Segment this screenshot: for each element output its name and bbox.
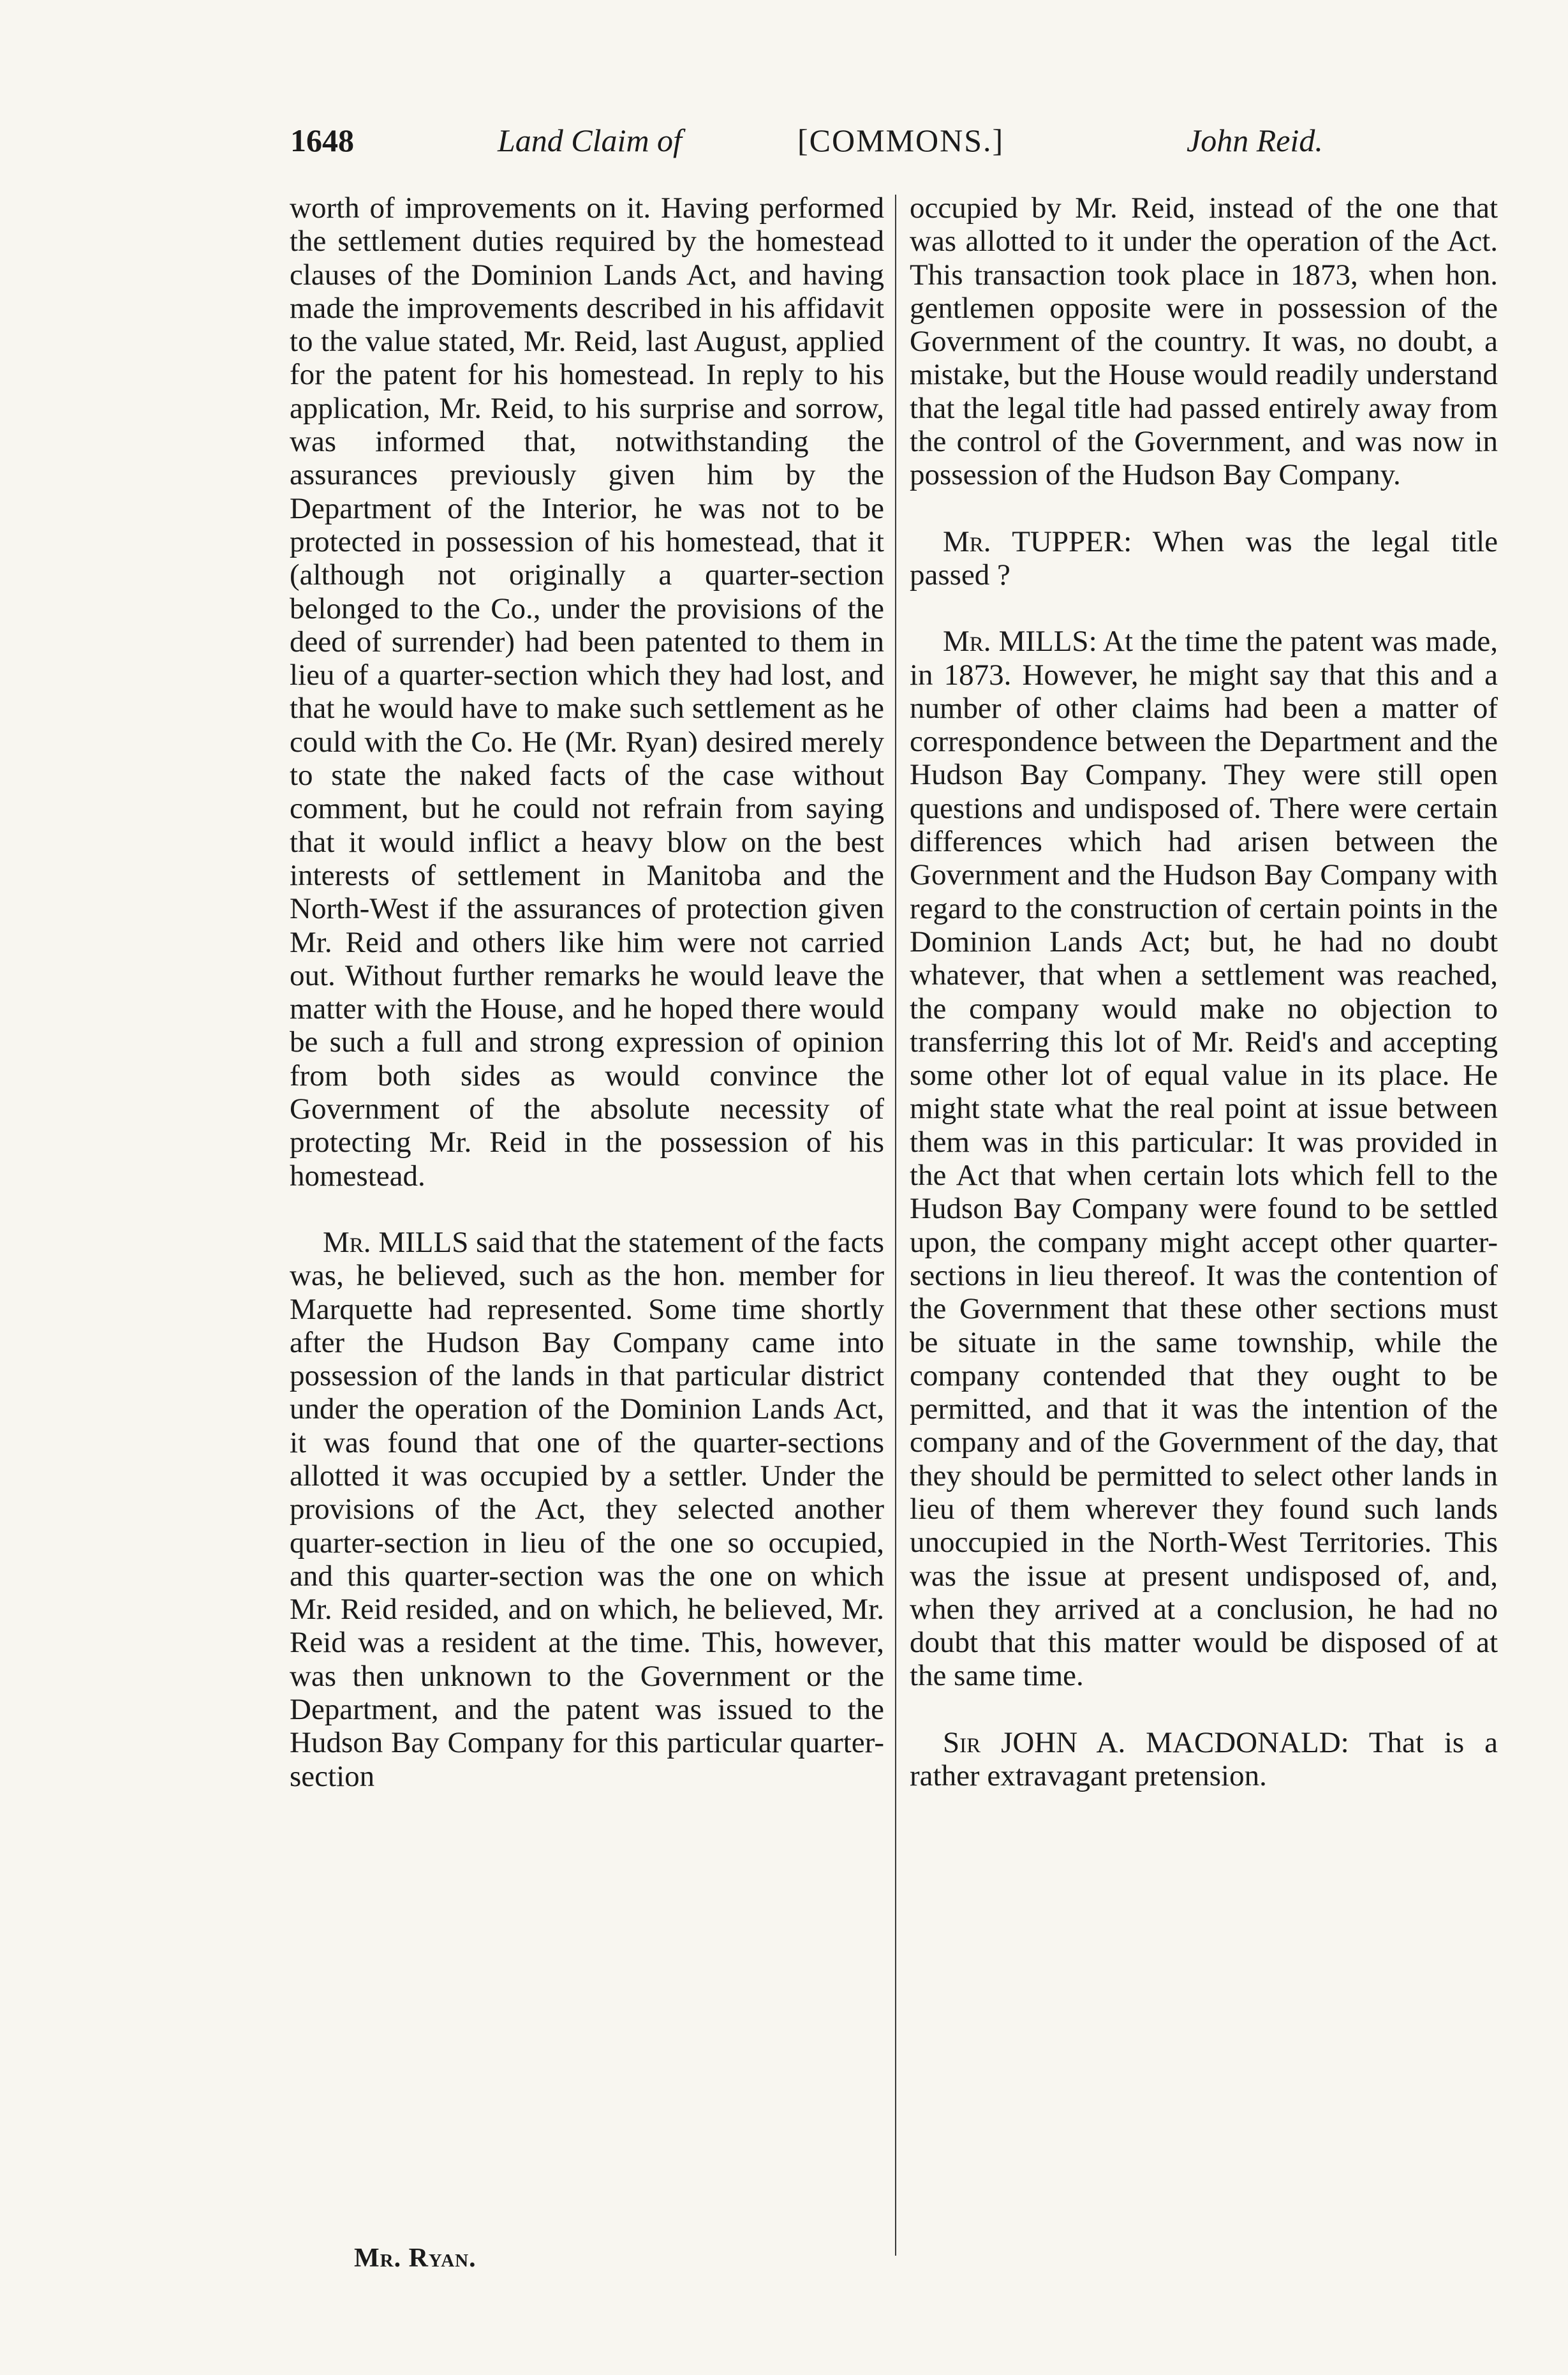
column-divider xyxy=(895,195,896,2256)
paragraph-continuation: occupied by Mr. Reid, instead of the one that was allotted to it under the operation of the Act. This transaction took place in 1873, when hon. gentlemen opposite were in possession of the Government of the country. It was, no doubt, a mistake, but the House would readily understand that the legal title had passed entirely away from the control of the Government, and was now in possession of the Hudson Bay Company. xyxy=(910,191,1498,492)
house-label: [COMMONS.] xyxy=(797,123,1005,158)
speech-text: : That is a rather extravagant pretension. xyxy=(910,1725,1498,1793)
right-column xyxy=(910,191,1498,1826)
speaker-name: Sir JOHN A. MACDONALD xyxy=(943,1725,1341,1759)
left-column xyxy=(290,191,884,1826)
page-number: 1648 xyxy=(290,123,354,158)
speech-text: said that the statement of the facts was, he believed, such as the hon. member for Marquette had represented. Some time shortly after the Hudson Bay Company came into possession of the lands in that particular district under the operation of the Dominion Lands Act, it was found that one of the quarter-sections allotted it was occupied by a settler. Under the provisions of the Act, they selected another quarter-section in lieu of the one so occupied, and this quarter-section was the one on which Mr. Reid resided, and on which, he believed, Mr. Reid was a resident at the time. This, however, was then unknown to the Government or the Department, and the patent was issued to the Hudson Bay Company for this particular quarter-section xyxy=(290,1225,884,1793)
paragraph-mills-answer xyxy=(910,625,1498,1693)
footer-signature: Mr. Ryan. xyxy=(354,2244,477,2273)
paragraph-tupper-question xyxy=(910,525,1498,592)
speaker-name: Mr. MILLS xyxy=(943,625,1089,659)
running-title: Land Claim of xyxy=(498,123,682,158)
paragraph-continuation: worth of improvements on it. Having performed the settlement duties required by the homestead clauses of the Dominion Lands Act, and having made the improvements described in his affidavit to the value stated, Mr. Reid, last August, applied for the patent for his homestead. In reply to his application, Mr. Reid, to his surprise and sorrow, was informed that, notwithstanding the assurances previously given him by the Department of the Interior, he was not to be protected in possession of his homestead, that it (although not originally a quarter-section belonged to the Co., under the provisions of the deed of surrender) had been patented to them in lieu of a quarter-section which they had lost, and that he would have to make such settlement as he could with the Co. He (Mr. Ryan) desired merely to state the naked facts of the case without comment, but he could not refrain from saying that it would inflict a heavy blow on the best interests of settlement in Manitoba and the North-West if the assurances of protection given Mr. Reid and others like him were not carried out. Without further remarks he would leave the matter with the House, and he hoped there would be such a full and strong expression of opinion from both sides as would convince the Government of the absolute necessity of protecting Mr. Reid in the possession of his homestead. xyxy=(290,191,884,1193)
page-header xyxy=(0,112,1568,169)
speech-text: : At the time the patent was made, in 1873. However, he might say that this and a number of other claims had been a matter of correspondence between the Department and the Hudson Bay Company. They were still open questions and undisposed of. There were certain differences which had arisen between the Government and the Hudson Bay Company with regard to the construction of certain points in the Dominion Lands Act; but, he had no doubt whatever, that when a settlement was reached, the company would make no objection to transferring this lot of Mr. Reid's and accepting some other lot of equal value in its place. He might state what the real point at issue between them was in this particular: It was provided in the Act that when certain lots which fell to the Hudson Bay Company were found to be settled upon, the company might accept other quarter-sections in lieu thereof. It was the contention of the Government that these other sections must be situate in the same township, while the company contended that they ought to be permitted, and that it was the intention of the company and of the Government of the day, that they should be permitted to select other lands in lieu of them wherever they found such lands unoccupied in the North-West Territories. This was the issue at present undisposed of, and, when they arrived at a conclusion, he had no doubt that this matter would be disposed of at the same time. xyxy=(910,625,1498,1693)
member-name: John Reid. xyxy=(1187,123,1323,158)
paragraph-macdonald-remark xyxy=(910,1726,1498,1793)
speaker-name: Mr. TUPPER xyxy=(943,525,1124,558)
speaker-name: Mr. MILLS xyxy=(323,1225,469,1259)
paragraph-mills-reply xyxy=(290,1226,884,1793)
speech-text: : When was the legal title passed ? xyxy=(910,525,1498,592)
